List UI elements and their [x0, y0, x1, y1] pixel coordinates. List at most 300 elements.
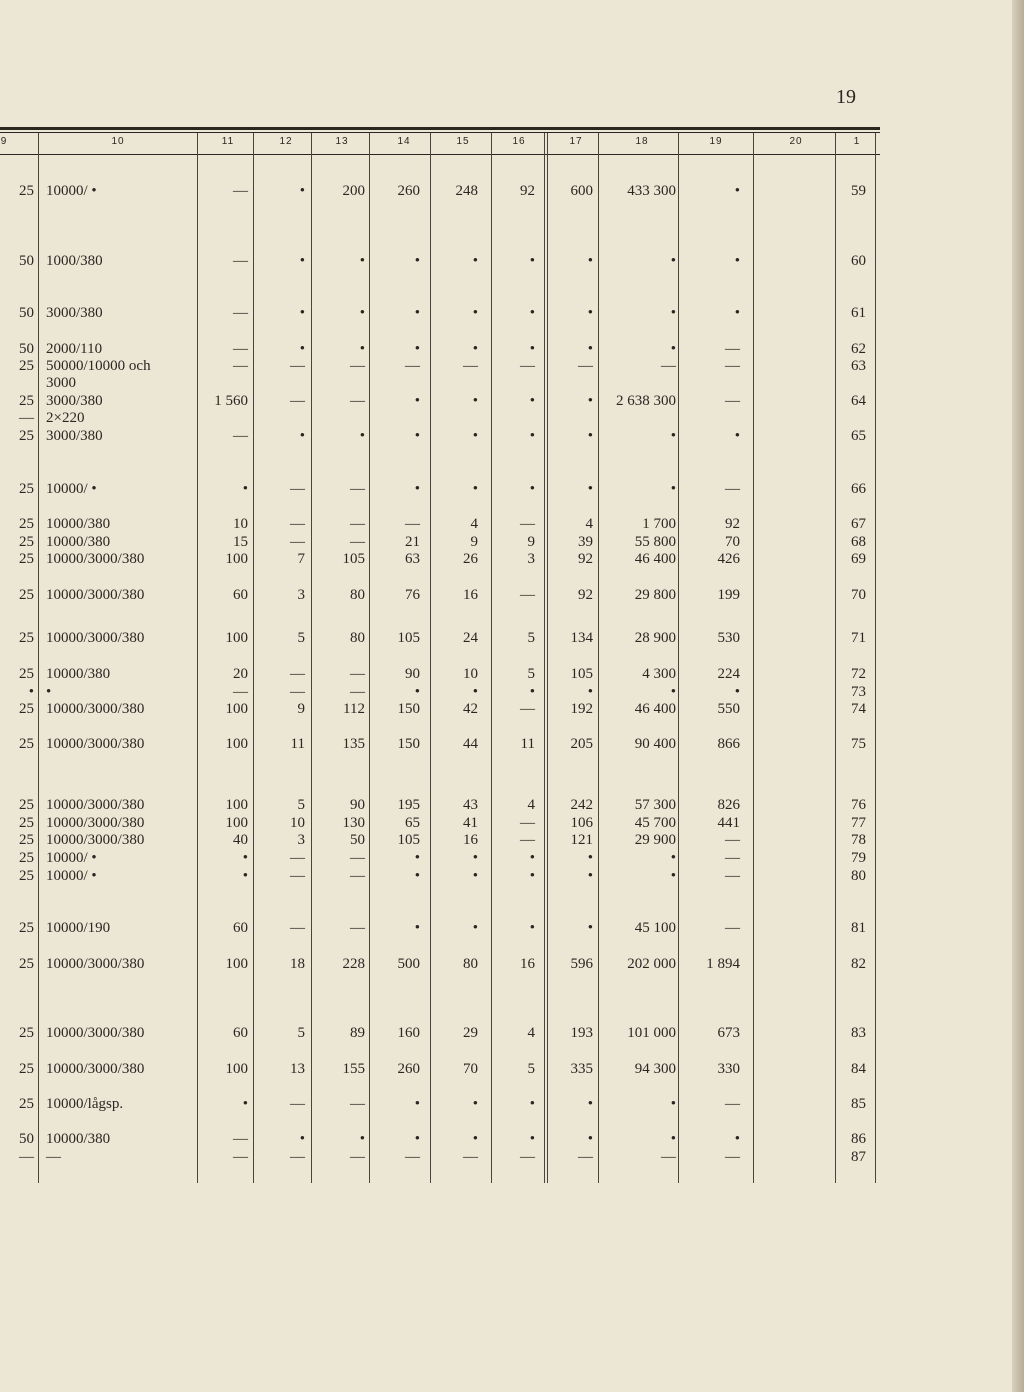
table-cell: •: [242, 481, 248, 497]
table-cell: 426: [717, 551, 740, 567]
table-cell: •: [472, 305, 478, 321]
table-cell: 25: [19, 736, 34, 752]
table-cell: 25: [19, 630, 34, 646]
table-cell: —: [46, 1149, 61, 1165]
table-cell: 59: [851, 183, 866, 199]
table-cell: 500: [397, 956, 420, 972]
table-cell: —: [290, 534, 305, 550]
table-cell: —: [463, 358, 478, 374]
table-cell: 105: [397, 832, 420, 848]
column-header: 14: [397, 136, 411, 147]
table-cell: 530: [717, 630, 740, 646]
table-cell: 200: [342, 183, 365, 199]
table-cell: —: [725, 358, 740, 374]
table-cell: 50: [19, 341, 34, 357]
table-cell: 9: [470, 534, 478, 550]
table-cell: —: [350, 393, 365, 409]
table-cell: 25: [19, 956, 34, 972]
table-cell: 826: [717, 797, 740, 813]
column-divider: [875, 133, 876, 1183]
table-cell: 10000/3000/380: [46, 832, 145, 848]
table-cell: —: [350, 920, 365, 936]
table-cell: •: [299, 305, 305, 321]
table-cell: 41: [463, 815, 478, 831]
table-cell: 18: [290, 956, 305, 972]
table-cell: —: [290, 684, 305, 700]
table-cell: 80: [350, 587, 365, 603]
table-cell: —: [520, 358, 535, 374]
table-cell: 15: [233, 534, 248, 550]
table-cell: •: [529, 253, 535, 269]
table-cell: •: [734, 684, 740, 700]
table-cell: 25: [19, 428, 34, 444]
table-cell: 65: [405, 815, 420, 831]
table-cell: •: [587, 253, 593, 269]
table-cell: 192: [570, 701, 593, 717]
table-cell: •: [414, 868, 420, 884]
table-cell: •: [734, 1131, 740, 1147]
table-cell: 45 100: [634, 920, 676, 936]
table-cell: —: [520, 587, 535, 603]
table-cell: 80: [350, 630, 365, 646]
table-cell: 3000: [46, 375, 76, 391]
table-cell: 3: [297, 832, 305, 848]
table-cell: 7: [297, 551, 305, 567]
table-cell: 68: [851, 534, 866, 550]
table-cell: 21: [405, 534, 420, 550]
table-cell: 63: [405, 551, 420, 567]
column-header: 15: [456, 136, 470, 147]
table-cell: 78: [851, 832, 866, 848]
table-cell: —: [233, 1131, 248, 1147]
table-cell: 25: [19, 868, 34, 884]
table-cell: 20: [233, 666, 248, 682]
table-cell: 5: [527, 666, 535, 682]
table-cell: 80: [463, 956, 478, 972]
table-cell: 105: [342, 551, 365, 567]
table-cell: 50000/10000 och: [46, 358, 151, 374]
table-cell: 25: [19, 850, 34, 866]
table-cell: 5: [297, 797, 305, 813]
table-cell: 9: [297, 701, 305, 717]
table-cell: 25: [19, 1096, 34, 1112]
table-cell: •: [472, 1096, 478, 1112]
table-cell: 60: [233, 587, 248, 603]
table-cell: 195: [397, 797, 420, 813]
table-cell: •: [529, 393, 535, 409]
table-cell: •: [472, 253, 478, 269]
table-cell: 155: [342, 1061, 365, 1077]
table-cell: 10000/380: [46, 534, 111, 550]
table-cell: —: [19, 410, 34, 426]
table-cell: 2 638 300: [616, 393, 676, 409]
column-divider: [835, 133, 836, 1183]
table-cell: 100: [225, 551, 248, 567]
table-cell: 260: [397, 1061, 420, 1077]
table-cell: •: [414, 341, 420, 357]
table-cell: 25: [19, 393, 34, 409]
table-cell: •: [529, 868, 535, 884]
table-cell: •: [670, 868, 676, 884]
table-cell: •: [472, 1131, 478, 1147]
table-cell: 100: [225, 956, 248, 972]
table-cell: 1 894: [706, 956, 740, 972]
table-cell: —: [233, 358, 248, 374]
table-cell: 100: [225, 736, 248, 752]
table-cell: 92: [578, 587, 593, 603]
table-cell: 596: [570, 956, 593, 972]
table-cell: •: [734, 428, 740, 444]
table-cell: •: [670, 684, 676, 700]
table-cell: •: [46, 684, 52, 700]
table-cell: •: [414, 428, 420, 444]
table-cell: 29 900: [634, 832, 676, 848]
table-cell: 86: [851, 1131, 866, 1147]
table-cell: •: [414, 920, 420, 936]
table-cell: 433 300: [627, 183, 676, 199]
table-cell: —: [290, 666, 305, 682]
column-divider: [753, 133, 754, 1183]
table-cell: •: [359, 1131, 365, 1147]
table-cell: 85: [851, 1096, 866, 1112]
table-cell: 29 800: [634, 587, 676, 603]
table-cell: 193: [570, 1025, 593, 1041]
table-cell: —: [233, 684, 248, 700]
table-cell: —: [725, 850, 740, 866]
table-cell: 72: [851, 666, 866, 682]
column-header: 17: [569, 136, 583, 147]
table-cell: •: [472, 341, 478, 357]
table-cell: 92: [520, 183, 535, 199]
table-cell: 10000/380: [46, 1131, 111, 1147]
table-cell: 50: [350, 832, 365, 848]
table-cell: —: [290, 516, 305, 532]
table-cell: •: [529, 305, 535, 321]
table-cell: •: [587, 920, 593, 936]
table-cell: •: [587, 341, 593, 357]
table-cell: 87: [851, 1149, 866, 1165]
table-cell: 50: [19, 305, 34, 321]
table-cell: 89: [350, 1025, 365, 1041]
table-cell: 69: [851, 551, 866, 567]
table-cell: 10000/3000/380: [46, 1025, 145, 1041]
table-cell: 112: [343, 701, 365, 717]
table-cell: 70: [851, 587, 866, 603]
table-cell: 3000/380: [46, 428, 103, 444]
column-header: 11: [221, 136, 235, 147]
table-cell: •: [299, 1131, 305, 1147]
column-divider: [369, 133, 370, 1183]
table-cell: 25: [19, 701, 34, 717]
table-cell: 25: [19, 797, 34, 813]
column-header: 12: [279, 136, 293, 147]
table-cell: —: [350, 516, 365, 532]
table-cell: •: [529, 1131, 535, 1147]
table-cell: 16: [463, 832, 478, 848]
table-cell: •: [299, 253, 305, 269]
table-cell: 10000/380: [46, 516, 111, 532]
table-cell: 3: [527, 551, 535, 567]
header-rule-top: [0, 127, 880, 130]
table-cell: —: [233, 341, 248, 357]
table-cell: —: [350, 684, 365, 700]
table-cell: —: [290, 920, 305, 936]
table-cell: —: [350, 481, 365, 497]
table-cell: 10000/3000/380: [46, 1061, 145, 1077]
table-cell: —: [350, 868, 365, 884]
table-cell: •: [472, 850, 478, 866]
table-cell: 25: [19, 481, 34, 497]
table-cell: •: [414, 850, 420, 866]
page-number: 19: [836, 86, 856, 108]
table-cell: •: [472, 868, 478, 884]
table-cell: 4: [470, 516, 478, 532]
table-cell: •: [28, 684, 34, 700]
table-cell: 11: [290, 736, 305, 752]
table-cell: 79: [851, 850, 866, 866]
column-divider: [430, 133, 431, 1183]
table-cell: —: [405, 358, 420, 374]
table-cell: 199: [717, 587, 740, 603]
table-cell: 160: [397, 1025, 420, 1041]
table-cell: •: [242, 1096, 248, 1112]
table-cell: 10000/ •: [46, 183, 97, 199]
table-cell: 260: [397, 183, 420, 199]
table-cell: 25: [19, 832, 34, 848]
table-cell: —: [290, 868, 305, 884]
table-cell: —: [350, 666, 365, 682]
column-header: 10: [111, 136, 125, 147]
table-cell: 10000/ •: [46, 868, 97, 884]
table-cell: —: [290, 1096, 305, 1112]
table-cell: 224: [717, 666, 740, 682]
table-cell: •: [472, 428, 478, 444]
table-cell: •: [472, 684, 478, 700]
table-cell: •: [472, 393, 478, 409]
table-cell: •: [734, 183, 740, 199]
table-cell: 4: [527, 1025, 535, 1041]
table-cell: 10000/3000/380: [46, 551, 145, 567]
table-cell: 202 000: [627, 956, 676, 972]
table-cell: —: [233, 305, 248, 321]
table-cell: 25: [19, 358, 34, 374]
table-cell: 90 400: [634, 736, 676, 752]
column-header: 19: [709, 136, 723, 147]
page-edge-shadow: [1012, 0, 1024, 1392]
table-cell: 3: [297, 587, 305, 603]
table-cell: 74: [851, 701, 866, 717]
table-cell: 46 400: [634, 551, 676, 567]
table-cell: 106: [570, 815, 593, 831]
table-cell: —: [463, 1149, 478, 1165]
table-cell: —: [290, 393, 305, 409]
column-divider: [197, 133, 198, 1183]
column-divider: [38, 133, 39, 1183]
table-cell: 2000/110: [46, 341, 103, 357]
table-cell: 70: [463, 1061, 478, 1077]
table-cell: 84: [851, 1061, 866, 1077]
table-cell: 242: [570, 797, 593, 813]
table-cell: 150: [397, 736, 420, 752]
table-cell: 50: [19, 253, 34, 269]
table-cell: •: [359, 305, 365, 321]
table-cell: 81: [851, 920, 866, 936]
table-cell: 10000/3000/380: [46, 736, 145, 752]
column-header: 20: [789, 136, 803, 147]
table-cell: •: [472, 920, 478, 936]
table-cell: —: [233, 183, 248, 199]
table-cell: 100: [225, 815, 248, 831]
table-cell: 25: [19, 551, 34, 567]
table-cell: 77: [851, 815, 866, 831]
table-cell: 61: [851, 305, 866, 321]
column-divider: [544, 133, 545, 1183]
table-cell: —: [233, 253, 248, 269]
column-divider: [678, 133, 679, 1183]
table-cell: 76: [851, 797, 866, 813]
header-rule-thin: [0, 132, 880, 133]
table-cell: —: [233, 428, 248, 444]
table-cell: 55 800: [634, 534, 676, 550]
table-cell: •: [670, 341, 676, 357]
table-cell: 1 560: [214, 393, 248, 409]
table-cell: —: [520, 701, 535, 717]
table-cell: —: [578, 1149, 593, 1165]
table-cell: 2×220: [46, 410, 85, 426]
table-cell: —: [725, 920, 740, 936]
table-cell: 62: [851, 341, 866, 357]
table-cell: 10000/190: [46, 920, 111, 936]
table-cell: 42: [463, 701, 478, 717]
table-cell: 673: [717, 1025, 740, 1041]
table-cell: —: [725, 868, 740, 884]
column-header: 18: [635, 136, 649, 147]
table-cell: •: [359, 253, 365, 269]
table-cell: 4: [527, 797, 535, 813]
table-cell: 10000/3000/380: [46, 956, 145, 972]
table-cell: •: [587, 393, 593, 409]
table-cell: 43: [463, 797, 478, 813]
table-cell: —: [520, 1149, 535, 1165]
table-cell: •: [529, 684, 535, 700]
table-cell: 25: [19, 666, 34, 682]
table-cell: 25: [19, 1025, 34, 1041]
table-cell: 60: [851, 253, 866, 269]
table-cell: 13: [290, 1061, 305, 1077]
table-cell: 3000/380: [46, 305, 103, 321]
table-cell: •: [587, 305, 593, 321]
table-cell: •: [734, 253, 740, 269]
table-cell: 10000/3000/380: [46, 815, 145, 831]
table-cell: •: [670, 253, 676, 269]
table-cell: 600: [570, 183, 593, 199]
table-cell: 75: [851, 736, 866, 752]
table-cell: 25: [19, 815, 34, 831]
table-cell: •: [299, 183, 305, 199]
table-cell: 866: [717, 736, 740, 752]
table-cell: •: [529, 850, 535, 866]
table-cell: •: [529, 341, 535, 357]
table-cell: •: [670, 481, 676, 497]
table-cell: —: [350, 1149, 365, 1165]
table-cell: 25: [19, 1061, 34, 1077]
table-cell: 10000/3000/380: [46, 797, 145, 813]
table-cell: —: [405, 1149, 420, 1165]
table-cell: —: [350, 850, 365, 866]
table-cell: 10000/3000/380: [46, 587, 145, 603]
table-cell: 4 300: [642, 666, 676, 682]
table-cell: 105: [397, 630, 420, 646]
table-cell: •: [670, 428, 676, 444]
table-cell: —: [725, 1149, 740, 1165]
table-cell: •: [670, 1131, 676, 1147]
table-cell: 1000/380: [46, 253, 103, 269]
table-cell: 80: [851, 868, 866, 884]
table-cell: 92: [725, 516, 740, 532]
table-cell: 100: [225, 630, 248, 646]
table-cell: •: [587, 428, 593, 444]
table-cell: 441: [717, 815, 740, 831]
table-cell: •: [414, 393, 420, 409]
table-cell: •: [670, 850, 676, 866]
table-cell: 29: [463, 1025, 478, 1041]
table-cell: —: [19, 1149, 34, 1165]
table-cell: —: [350, 534, 365, 550]
table-cell: 25: [19, 516, 34, 532]
table-cell: 101 000: [627, 1025, 676, 1041]
table-cell: 5: [297, 630, 305, 646]
table-cell: •: [472, 481, 478, 497]
table-cell: 28 900: [634, 630, 676, 646]
table-cell: —: [661, 1149, 676, 1165]
table-cell: 40: [233, 832, 248, 848]
table-cell: 70: [725, 534, 740, 550]
table-cell: 5: [527, 630, 535, 646]
table-cell: 82: [851, 956, 866, 972]
table-cell: 10000/ •: [46, 481, 97, 497]
table-cell: 9: [527, 534, 535, 550]
table-cell: 46 400: [634, 701, 676, 717]
table-cell: —: [725, 832, 740, 848]
table-cell: •: [414, 481, 420, 497]
table-cell: —: [290, 481, 305, 497]
table-cell: 64: [851, 393, 866, 409]
table-cell: 10000/3000/380: [46, 701, 145, 717]
table-cell: •: [359, 428, 365, 444]
header-rule-bottom: [0, 154, 880, 155]
table-cell: 67: [851, 516, 866, 532]
table-cell: •: [414, 1096, 420, 1112]
table-cell: 10000/ •: [46, 850, 97, 866]
table-cell: 50: [19, 1131, 34, 1147]
table-cell: —: [725, 481, 740, 497]
table-cell: 100: [225, 701, 248, 717]
table-cell: —: [578, 358, 593, 374]
table-cell: 24: [463, 630, 478, 646]
table-cell: 335: [570, 1061, 593, 1077]
table-cell: —: [661, 358, 676, 374]
table-cell: 10000/380: [46, 666, 111, 682]
table-cell: •: [299, 341, 305, 357]
table-cell: 26: [463, 551, 478, 567]
column-divider: [253, 133, 254, 1183]
table-cell: 60: [233, 1025, 248, 1041]
table-cell: —: [520, 832, 535, 848]
table-cell: 248: [455, 183, 478, 199]
table-cell: •: [587, 684, 593, 700]
table-cell: 121: [570, 832, 593, 848]
table-cell: 71: [851, 630, 866, 646]
